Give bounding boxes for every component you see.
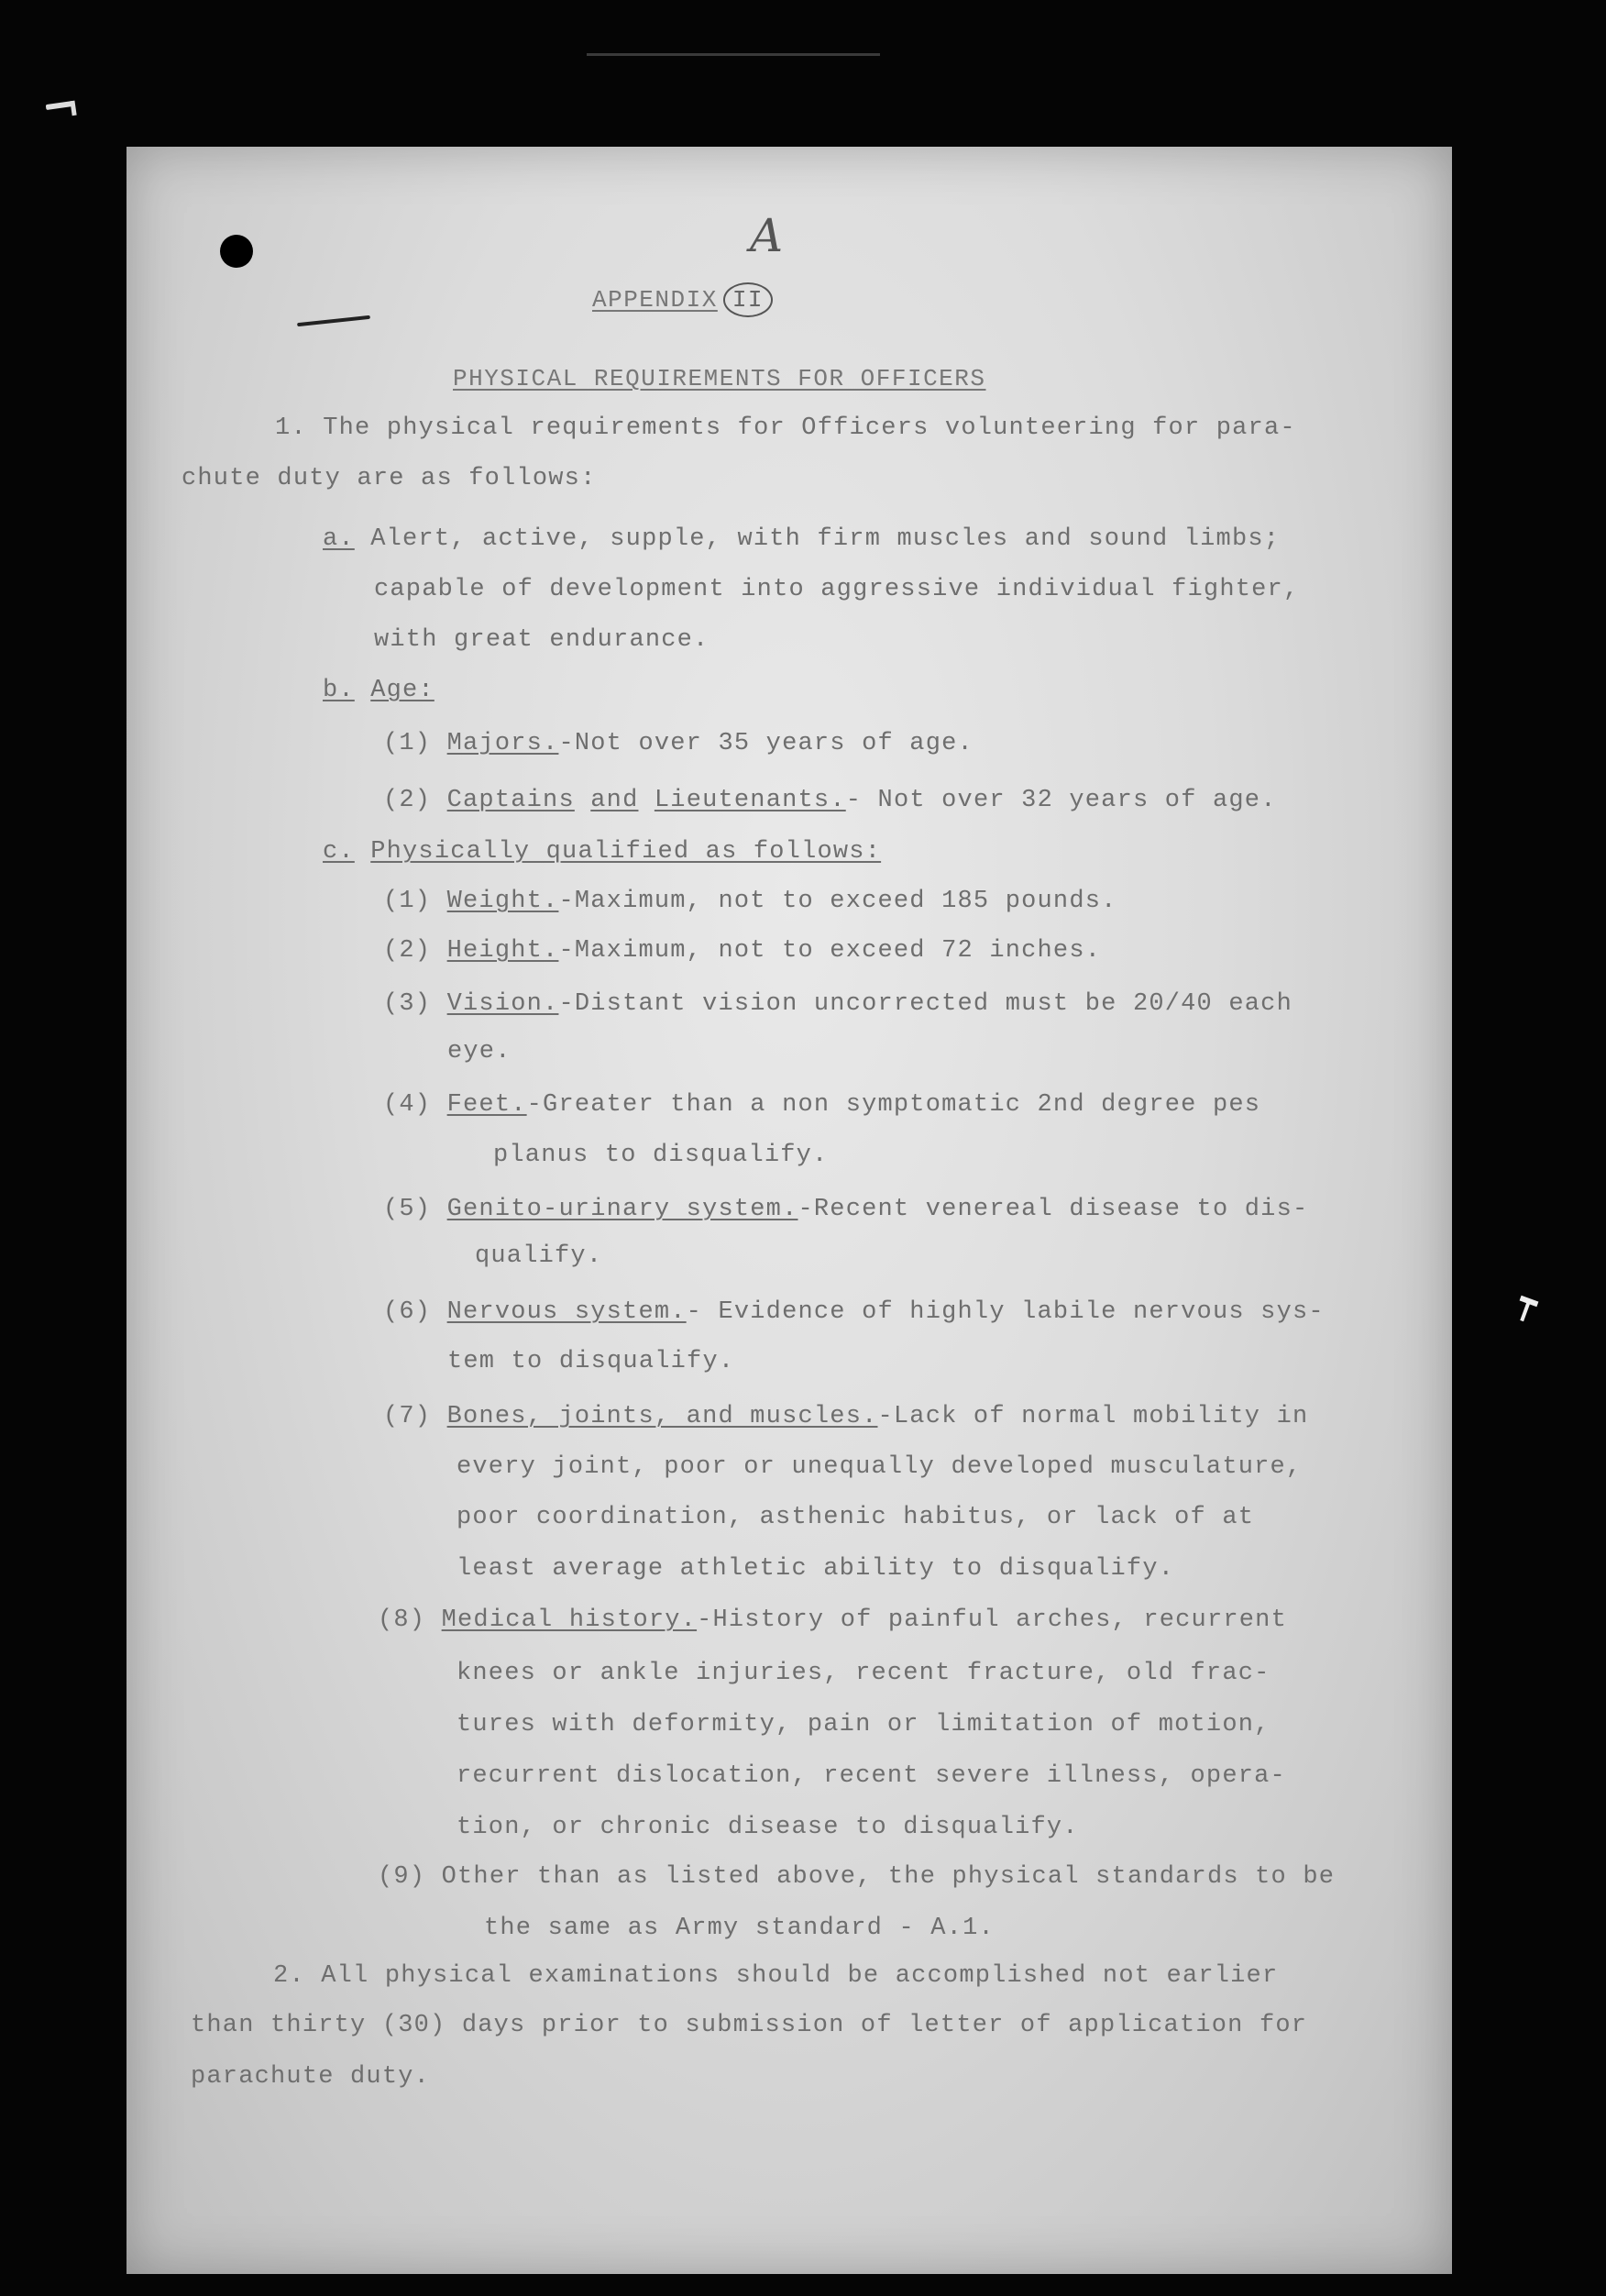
p2-line: parachute duty. [191, 2063, 431, 2091]
item-c [323, 838, 881, 866]
item-term: and [590, 787, 639, 814]
req-bones-joints-cont: poor coordination, asthenic habitus, or lack of at [456, 1504, 1255, 1531]
age-majors [383, 730, 974, 757]
appendix-heading [592, 282, 773, 317]
item-term: Majors. [446, 730, 559, 757]
item-a-line: with great endurance. [374, 626, 710, 654]
p2-line: than thirty (30) days prior to submission of letter of application for [191, 2012, 1308, 2039]
item-number: (4) [383, 1091, 432, 1119]
item-text: -Distant vision uncorrected must be 20/40 each [558, 990, 1292, 1018]
item-b-heading: Age: [370, 677, 434, 704]
item-term: Bones, joints, and muscles. [446, 1403, 878, 1430]
item-b-label: b. [323, 677, 355, 704]
item-a [323, 525, 1280, 553]
appendix-number: II [723, 282, 773, 317]
req-height [383, 937, 1101, 965]
req-bones-joints-cont: least average athletic ability to disqualify. [456, 1555, 1175, 1583]
age-captains [383, 787, 1277, 814]
item-text: -Maximum, not to exceed 185 pounds. [558, 888, 1117, 915]
req-feet [383, 1091, 1260, 1119]
req-genito-urinary [383, 1196, 1308, 1223]
film-scratch-mark [1520, 1296, 1539, 1307]
req-genito-urinary-cont: qualify. [475, 1242, 603, 1270]
item-term: Feet. [446, 1091, 527, 1119]
item-number: (1) [383, 730, 432, 757]
item-number: (9) [378, 1863, 426, 1891]
item-text: -Recent venereal disease to dis- [798, 1196, 1309, 1223]
item-b [323, 677, 434, 704]
req-feet-cont: planus to disqualify. [493, 1142, 829, 1169]
item-text: -Not over 35 years of age. [558, 730, 974, 757]
item-a-label: a. [323, 525, 355, 553]
item-number: (6) [383, 1298, 432, 1326]
item-number: (8) [378, 1606, 426, 1634]
item-text: -Lack of normal mobility in [877, 1403, 1309, 1430]
item-term: Weight. [446, 888, 559, 915]
item-number: (3) [383, 990, 432, 1018]
p2-line: 2. All physical examinations should be accomplished not earlier [273, 1962, 1279, 1990]
pen-dash-mark [297, 315, 370, 326]
item-term: Genito-urinary system. [446, 1196, 798, 1223]
req-weight [383, 888, 1117, 915]
req-nervous-system-cont: tem to disqualify. [447, 1348, 735, 1375]
film-scratch-mark [46, 101, 74, 110]
item-number: (1) [383, 888, 432, 915]
item-c-heading: Physically qualified as follows: [370, 838, 882, 866]
req-other-standards [378, 1863, 1335, 1891]
film-edge-line [587, 53, 880, 56]
item-text: -Greater than a non symptomatic 2nd degree pes [526, 1091, 1261, 1119]
item-text: Other than as listed above, the physical standards to be [441, 1863, 1336, 1891]
item-number: (2) [383, 937, 432, 965]
item-text: - Evidence of highly labile nervous sys- [686, 1298, 1325, 1326]
handwritten-mark: A [750, 209, 784, 262]
item-term: Height. [446, 937, 559, 965]
item-number: (7) [383, 1403, 432, 1430]
item-a-line: capable of development into aggressive individual fighter, [374, 576, 1300, 603]
item-term: Lieutenants. [654, 787, 846, 814]
item-term: Captains [446, 787, 575, 814]
punch-hole [220, 235, 253, 268]
document-page [126, 147, 1452, 2274]
appendix-label: APPENDIX [592, 286, 718, 314]
req-medical-history-cont: recurrent dislocation, recent severe illness, opera- [456, 1762, 1286, 1790]
item-number: (5) [383, 1196, 432, 1223]
item-term: Vision. [446, 990, 559, 1018]
item-term: Nervous system. [446, 1298, 687, 1326]
item-c-label: c. [323, 838, 355, 866]
p1-line: chute duty are as follows: [182, 465, 597, 492]
req-vision [383, 990, 1292, 1018]
req-medical-history-cont: tion, or chronic disease to disqualify. [456, 1814, 1079, 1841]
item-a-text: Alert, active, supple, with firm muscles and sound limbs; [370, 525, 1281, 553]
req-other-standards-cont: the same as Army standard - A.1. [484, 1915, 995, 1942]
req-nervous-system [383, 1298, 1325, 1326]
req-medical-history [378, 1606, 1287, 1634]
item-text: -Maximum, not to exceed 72 inches. [558, 937, 1102, 965]
req-bones-joints-cont: every joint, poor or unequally developed musculature, [456, 1453, 1303, 1481]
page-title: PHYSICAL REQUIREMENTS FOR OFFICERS [453, 365, 986, 392]
req-vision-cont: eye. [447, 1038, 512, 1065]
req-medical-history-cont: tures with deformity, pain or limitation of motion, [456, 1711, 1270, 1739]
req-medical-history-cont: knees or ankle injuries, recent fracture, old frac- [456, 1660, 1270, 1687]
req-bones-joints [383, 1403, 1308, 1430]
item-text: -History of painful arches, recurrent [697, 1606, 1287, 1634]
item-number: (2) [383, 787, 432, 814]
item-text: - Not over 32 years of age. [845, 787, 1277, 814]
p1-line: 1. The physical requirements for Officers volunteering for para- [275, 414, 1296, 442]
item-term: Medical history. [441, 1606, 698, 1634]
